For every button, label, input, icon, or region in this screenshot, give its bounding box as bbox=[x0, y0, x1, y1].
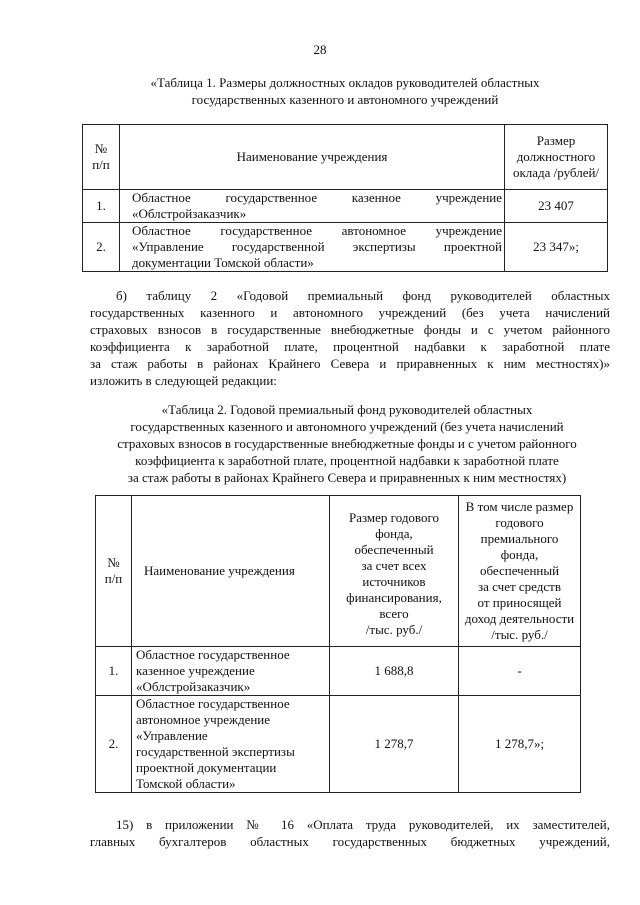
paragraph-15 bbox=[90, 816, 610, 850]
table2-header-name: Наименование учреждения bbox=[132, 496, 330, 647]
header-text: № bbox=[94, 141, 108, 156]
row-num: 1. bbox=[96, 647, 132, 696]
row-num: 2. bbox=[83, 223, 120, 272]
header-text: источников bbox=[362, 574, 426, 589]
header-text: № bbox=[107, 555, 120, 570]
header-text: Размер bbox=[536, 133, 576, 148]
table-row bbox=[83, 190, 608, 223]
paragraph-line: изложить в следующей редакции: bbox=[90, 373, 277, 388]
table-row bbox=[96, 647, 581, 696]
name-line: «Управление государственной экспертизы проектной bbox=[132, 239, 502, 254]
header-text: доход деятельности bbox=[464, 611, 575, 626]
table1-title bbox=[80, 74, 610, 108]
table1-header-num bbox=[83, 125, 120, 190]
header-text: Размер годового bbox=[348, 510, 439, 525]
paragraph-line: главных бухгалтеров областных государственных бюджетных учреждений, bbox=[90, 834, 610, 849]
table2-title-line: за стаж работы в районах Крайнего Севера и приравненных к ним местностях) bbox=[127, 470, 567, 485]
name-line: Областное государственное bbox=[136, 647, 290, 662]
header-text: за счет средств bbox=[478, 579, 561, 594]
table-row bbox=[83, 223, 608, 272]
table1-header-row bbox=[83, 125, 608, 190]
row-num: 1. bbox=[83, 190, 120, 223]
header-text: В том числе размер bbox=[465, 499, 574, 514]
header-text: за счет всех bbox=[361, 558, 427, 573]
header-text: годового bbox=[495, 515, 544, 530]
paragraph-line: 15) в приложении № 16 «Оплата труда руководителей, их заместителей, bbox=[116, 817, 610, 832]
row-name bbox=[120, 223, 505, 272]
table1-title-line: государственных казенного и автономного учреждений bbox=[191, 92, 499, 107]
table1-title-line: «Таблица 1. Размеры должностных окладов руководителей областных bbox=[150, 75, 540, 90]
table2-title-line: коэффициента к заработной плате, процентной надбавки к заработной плате bbox=[135, 453, 559, 468]
table2-title-line: государственных казенного и автономного учреждений (без учета начислений bbox=[130, 419, 564, 434]
header-text: обеспеченный bbox=[479, 563, 560, 578]
paragraph-line: государственных казенного и автономного учреждений (без учета начислений bbox=[90, 305, 610, 320]
table2-header-including bbox=[459, 496, 581, 647]
row-value: 23 407 bbox=[505, 190, 608, 223]
name-line: автономное учреждение bbox=[136, 712, 271, 727]
header-text: всего bbox=[379, 606, 409, 621]
row-including: 1 278,7»; bbox=[459, 696, 581, 793]
name-line: «Управление bbox=[136, 728, 208, 743]
name-line: Томской области» bbox=[136, 776, 236, 791]
table2-title bbox=[82, 401, 612, 486]
name-line: казенное учреждение bbox=[136, 663, 255, 678]
table2-title-line: страховых взносов в государственные внебюджетные фонды и с учетом районного bbox=[117, 436, 577, 451]
header-text: п/п bbox=[104, 571, 123, 586]
row-name bbox=[132, 647, 330, 696]
name-line: Областное государственное автономное учреждение bbox=[132, 223, 502, 238]
table-row bbox=[96, 696, 581, 793]
paragraph-line: коэффициента к заработной плате, процентной надбавки к заработной плате bbox=[90, 339, 610, 354]
table2 bbox=[95, 495, 581, 793]
header-text: от приносящей bbox=[477, 595, 562, 610]
row-total: 1 688,8 bbox=[330, 647, 459, 696]
page-number: 28 bbox=[313, 42, 327, 57]
paragraph-line: за стаж работы в районах Крайнего Севера и приравненных к ним местностях)» bbox=[90, 356, 610, 371]
paragraph-line: страховых взносов в государственные внебюджетные фонды и с учетом районного bbox=[90, 322, 610, 337]
table1-header-name: Наименование учреждения bbox=[120, 125, 505, 190]
name-line: «Облстройзаказчик» bbox=[136, 679, 251, 694]
row-num: 2. bbox=[96, 696, 132, 793]
header-text: должностного bbox=[516, 149, 596, 164]
name-line: проектной документации bbox=[136, 760, 277, 775]
paragraph-b bbox=[90, 287, 610, 389]
name-line: «Облстройзаказчик» bbox=[132, 206, 247, 221]
paragraph-line: б) таблицу 2 «Годовой премиальный фонд руководителей областных bbox=[116, 288, 610, 303]
header-text: обеспеченный bbox=[354, 542, 434, 557]
table2-header-num bbox=[96, 496, 132, 647]
row-total: 1 278,7 bbox=[330, 696, 459, 793]
row-including: - bbox=[459, 647, 581, 696]
name-line: государственной экспертизы bbox=[136, 744, 295, 759]
header-text: /тыс. руб./ bbox=[491, 627, 548, 642]
table2-title-line: «Таблица 2. Годовой премиальный фонд руководителей областных bbox=[161, 402, 533, 417]
table2-header-total bbox=[330, 496, 459, 647]
name-line: Областное государственное bbox=[136, 696, 290, 711]
row-name bbox=[132, 696, 330, 793]
header-text: фонда, bbox=[500, 547, 539, 562]
table1 bbox=[82, 124, 608, 272]
row-name bbox=[120, 190, 505, 223]
row-value: 23 347»; bbox=[505, 223, 608, 272]
header-text: премиального bbox=[480, 531, 559, 546]
header-text: фонда, bbox=[375, 526, 413, 541]
name-line: документации Томской области» bbox=[132, 255, 314, 270]
header-text: /тыс. руб./ bbox=[365, 622, 423, 637]
table1-header-size bbox=[505, 125, 608, 190]
header-text: оклада /рублей/ bbox=[512, 165, 600, 180]
name-line: Областное государственное казенное учреждение bbox=[132, 190, 502, 205]
table2-header-row bbox=[96, 496, 581, 647]
header-text: финансирования, bbox=[346, 590, 442, 605]
header-text: п/п bbox=[92, 157, 110, 172]
